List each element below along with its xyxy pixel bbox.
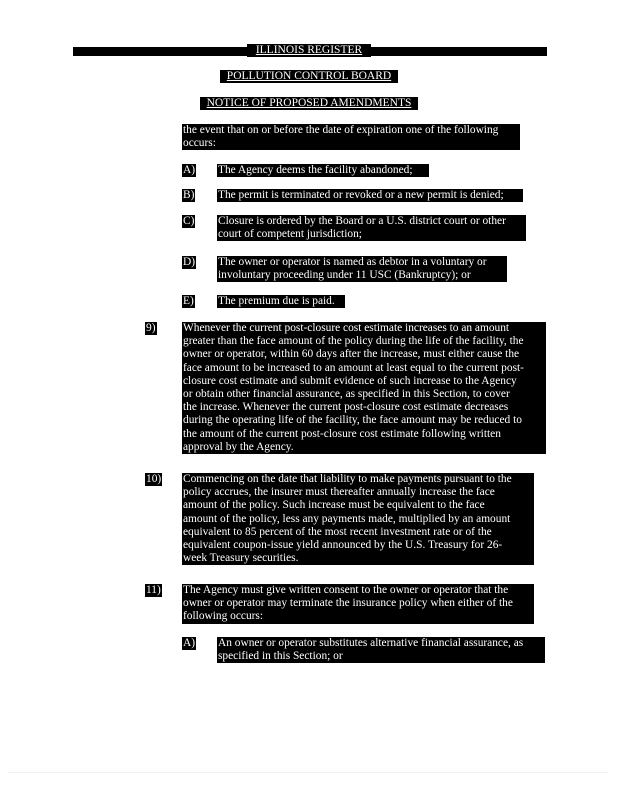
item-marker-e: E) [183, 295, 194, 307]
para-11-item-line: specified in this Section; or [218, 650, 343, 663]
item-marker-d: D) [183, 256, 196, 268]
item-line: The Agency deems the facility abandoned; [218, 164, 413, 176]
para-11-text [182, 584, 534, 624]
para-9-line: Whenever the current post-closure cost estimate increases to an amount [183, 322, 510, 334]
item-b-text [217, 189, 523, 202]
para-9-line: greater than the face amount of the policy during the life of the facility, the [183, 335, 524, 348]
board-title: POLLUTION CONTROL BOARD [220, 70, 398, 83]
item-e-text [217, 295, 345, 308]
para-9-line: approval by the Agency. [183, 440, 294, 453]
item-line: The owner or operator is named as debtor in a voluntary or [218, 256, 487, 268]
para-9-marker: 9) [146, 322, 156, 334]
item-line: court of competent jurisdiction; [218, 228, 362, 241]
item-d-text [217, 256, 507, 282]
para-11-item-a-text [217, 637, 545, 663]
para-9-line: closure cost estimate and submit evidence of such increase to the Agency [183, 374, 517, 387]
para-9-line: owner or operator, within 60 days after the increase, must either cause the [183, 348, 520, 361]
item-a-text [217, 164, 429, 177]
para-9-line: during the operating life of the facility, the face amount may be reduced to [183, 414, 522, 427]
para-11-line: following occurs: [183, 610, 264, 623]
para-10-line: equivalent coupon-issue yield announced by the U.S. Treasury for 26- [183, 539, 503, 552]
para-9-line: the increase. Whenever the current post-closure cost estimate decreases [183, 401, 509, 414]
para-10-line: policy accrues, the insurer must thereafter annually increase the face [183, 486, 495, 499]
para-10-line: Commencing on the date that liability to make payments pursuant to the [183, 473, 512, 485]
para-10-line: equivalent to 85 percent of the most recent investment rate or of the [183, 525, 492, 538]
para-10-line: week Treasury securities. [183, 552, 299, 565]
para-10-marker: 10) [146, 473, 162, 485]
para-10-line: amount of the policy, less any payments made, multiplied by an amount [183, 512, 511, 525]
para-9-text [182, 322, 546, 454]
para-11-line: owner or operator may terminate the insurance policy when either of the [183, 597, 513, 610]
para-10-line: amount of the policy. Such increase must be equivalent to the face [183, 499, 485, 512]
item-line: Closure is ordered by the Board or a U.S. district court or other [218, 215, 506, 227]
para-9-line: or obtain other financial assurance, as specified in this Section, to cover [183, 388, 510, 401]
item-line: The premium due is paid. [218, 295, 335, 307]
para-11-item-line: An owner or operator substitutes alternative financial assurance, as [218, 637, 524, 649]
para-11-item-marker-a: A) [183, 637, 196, 649]
footer-scan-line [8, 772, 608, 773]
para-9-line: the amount of the current post-closure cost estimate following written [183, 427, 501, 440]
para-9-line: face amount to be increased to an amount at least equal to the current post- [183, 361, 524, 374]
item-line: The permit is terminated or revoked or a new permit is denied; [218, 189, 504, 201]
item-marker-b: B) [183, 189, 195, 201]
item-line: involuntary proceeding under 11 USC (Bankruptcy); or [218, 269, 471, 282]
para-11-line: The Agency must give written consent to the owner or operator that the [183, 584, 509, 596]
para-11-marker: 11) [146, 584, 161, 596]
register-title: ILLINOIS REGISTER [247, 44, 371, 57]
intro-line: the event that on or before the date of expiration one of the following [183, 124, 499, 136]
para-10-text [182, 473, 534, 565]
item-marker-c: C) [183, 215, 195, 227]
item-marker-a: A) [183, 164, 196, 176]
item-c-text [217, 215, 526, 241]
notice-title: NOTICE OF PROPOSED AMENDMENTS [200, 97, 418, 110]
intro-paragraph [182, 124, 520, 150]
intro-line: occurs: [183, 137, 216, 150]
